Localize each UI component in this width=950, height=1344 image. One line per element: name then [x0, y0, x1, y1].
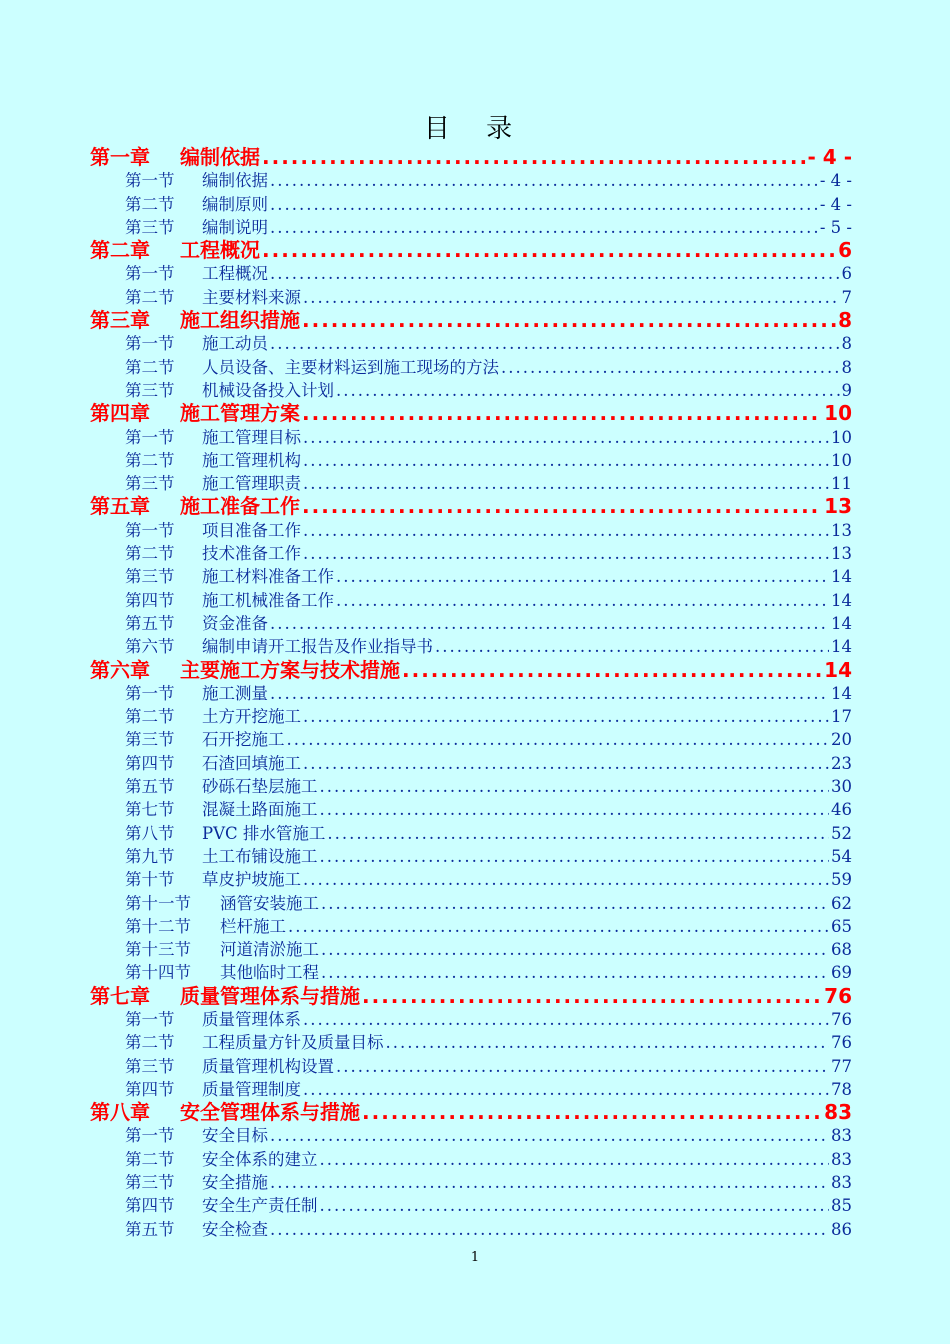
toc-section-entry[interactable]: [90, 868, 852, 891]
page-ref: 69: [831, 963, 852, 983]
page-ref: 14: [831, 590, 852, 610]
page-ref: 10: [831, 450, 852, 470]
section-number: 第八节: [125, 823, 175, 843]
page-ref: 85: [831, 1196, 852, 1216]
section-title: 其他临时工程: [220, 963, 319, 983]
section-number: 第一节: [125, 1126, 175, 1146]
section-number: 第二节: [125, 544, 175, 564]
section-number: 第四节: [125, 1079, 175, 1099]
dot-leader: [270, 216, 818, 239]
section-title: 土方开挖施工: [202, 707, 301, 727]
section-title: 安全措施: [202, 1173, 268, 1193]
section-title: 主要材料来源: [202, 287, 301, 307]
page-ref: 83: [831, 1173, 852, 1193]
page-ref: 10: [824, 402, 852, 426]
dot-leader: [303, 542, 829, 565]
chapter-title: 工程概况: [180, 239, 260, 263]
dot-leader: [303, 752, 829, 775]
toc-section-entry[interactable]: [90, 1008, 852, 1031]
section-title: 质量管理机构设置: [202, 1056, 334, 1076]
chapter-number: 第一章: [90, 146, 150, 169]
toc-section-entry[interactable]: [90, 798, 852, 821]
chapter-title: 质量管理体系与措施: [180, 984, 360, 1008]
page-ref: 17: [831, 707, 852, 727]
dot-leader: [362, 1101, 822, 1124]
page-ref: 9: [841, 380, 852, 400]
section-number: 第四节: [125, 1196, 175, 1216]
section-number: 第三节: [125, 1056, 175, 1076]
toc-chapter-entry[interactable]: [90, 985, 852, 1008]
page-ref: 7: [841, 287, 852, 307]
section-title: 砂砾石垫层施工: [202, 777, 318, 797]
toc-section-entry[interactable]: [90, 286, 852, 309]
dot-leader: [270, 682, 829, 705]
section-title: 石渣回填施工: [202, 753, 301, 773]
section-title: 安全检查: [202, 1219, 268, 1239]
section-number: 第三节: [125, 567, 175, 587]
page-ref: 30: [831, 777, 852, 797]
section-title: 施工管理机构: [202, 450, 301, 470]
section-title: 涵管安装施工: [220, 893, 319, 913]
section-title: 资金准备: [202, 613, 268, 633]
page-ref: 76: [824, 984, 852, 1008]
toc-section-entry[interactable]: [90, 1031, 852, 1054]
toc-section-entry[interactable]: [90, 1218, 852, 1241]
section-title: 土工布铺设施工: [202, 846, 318, 866]
page-ref: 52: [831, 823, 852, 843]
section-number: 第四节: [125, 753, 175, 773]
section-title: 混凝土路面施工: [202, 800, 318, 820]
table-of-contents: [90, 146, 852, 1241]
section-title: 工程概况: [202, 264, 268, 284]
dot-leader: [402, 659, 822, 682]
section-number: 第二节: [125, 450, 175, 470]
dot-leader: [270, 262, 840, 285]
section-number: 第三节: [125, 730, 175, 750]
toc-section-entry[interactable]: [90, 1078, 852, 1101]
toc-section-entry[interactable]: [90, 519, 852, 542]
page-ref: 10: [831, 427, 852, 447]
chapter-number: 第八章: [90, 1101, 150, 1125]
dot-leader: [303, 449, 829, 472]
page-ref: 14: [831, 637, 852, 657]
chapter-title: 安全管理体系与措施: [180, 1101, 360, 1125]
dot-leader: [262, 239, 836, 262]
chapter-title: 施工准备工作: [180, 495, 300, 519]
page-ref: 65: [831, 916, 852, 936]
section-title: 编制依据: [202, 171, 268, 191]
section-number: 第六节: [125, 637, 175, 657]
dot-leader: [336, 1055, 829, 1078]
page-ref: - 4 -: [819, 194, 852, 214]
section-number: 第二节: [125, 707, 175, 727]
section-number: 第十三节: [125, 940, 191, 960]
page-ref: 76: [831, 1009, 852, 1029]
chapter-number: 第四章: [90, 402, 150, 426]
chapter-number: 第五章: [90, 495, 150, 519]
section-number: 第一节: [125, 1009, 175, 1029]
toc-chapter-entry[interactable]: [90, 309, 852, 332]
toc-section-entry[interactable]: [90, 705, 852, 728]
page-ref: 11: [831, 474, 852, 494]
toc-section-entry[interactable]: [90, 169, 852, 192]
dot-leader: [303, 286, 840, 309]
section-number: 第十二节: [125, 916, 191, 936]
dot-leader: [270, 332, 840, 355]
page-ref: 83: [824, 1101, 852, 1125]
toc-section-entry[interactable]: [90, 635, 852, 658]
page-ref: 46: [831, 800, 852, 820]
section-number: 第二节: [125, 194, 175, 214]
dot-leader: [288, 915, 829, 938]
toc-section-entry[interactable]: [90, 356, 852, 379]
toc-chapter-entry[interactable]: [90, 402, 852, 425]
dot-leader: [270, 1124, 829, 1147]
page-ref: 78: [831, 1079, 852, 1099]
toc-section-entry[interactable]: [90, 938, 852, 961]
section-number: 第一节: [125, 520, 175, 540]
chapter-number: 第七章: [90, 984, 150, 1008]
section-title: 施工材料准备工作: [202, 567, 334, 587]
section-number: 第一节: [125, 264, 175, 284]
toc-section-entry[interactable]: [90, 612, 852, 635]
toc-section-entry[interactable]: [90, 262, 852, 285]
page-ref: 6: [838, 239, 852, 263]
page-ref: 8: [841, 334, 852, 354]
chapter-number: 第三章: [90, 309, 150, 333]
dot-leader: [303, 868, 829, 891]
section-number: 第三节: [125, 380, 175, 400]
section-number: 第四节: [125, 590, 175, 610]
section-number: 第十一节: [125, 893, 191, 913]
dot-leader: [287, 728, 830, 751]
toc-section-entry[interactable]: [90, 752, 852, 775]
section-title: 河道清淤施工: [220, 940, 319, 960]
section-title: 工程质量方针及质量目标: [202, 1033, 384, 1053]
section-number: 第九节: [125, 846, 175, 866]
dot-leader: [303, 705, 829, 728]
page-ref: 77: [831, 1056, 852, 1076]
dot-leader: [336, 565, 829, 588]
dot-leader: [435, 635, 829, 658]
section-title: 项目准备工作: [202, 520, 301, 540]
toc-section-entry[interactable]: [90, 892, 852, 915]
dot-leader: [320, 1148, 830, 1171]
page-ref: - 4 -: [807, 146, 852, 169]
toc-section-entry[interactable]: [90, 682, 852, 705]
chapter-number: 第六章: [90, 658, 150, 682]
toc-section-entry[interactable]: [90, 449, 852, 472]
page-ref: 76: [831, 1033, 852, 1053]
page-ref: 13: [831, 544, 852, 564]
page-ref: 14: [824, 658, 852, 682]
toc-section-entry[interactable]: [90, 589, 852, 612]
dot-leader: [270, 193, 818, 216]
section-title: 质量管理制度: [202, 1079, 301, 1099]
section-title: 石开挖施工: [202, 730, 285, 750]
toc-section-entry[interactable]: [90, 845, 852, 868]
dot-leader: [270, 169, 818, 192]
toc-chapter-entry[interactable]: [90, 495, 852, 518]
dot-leader: [270, 1171, 829, 1194]
page-title: 目 录: [423, 114, 527, 144]
page-ref: 62: [831, 893, 852, 913]
section-number: 第二节: [125, 357, 175, 377]
section-title: 编制原则: [202, 194, 268, 214]
toc-section-entry[interactable]: [90, 216, 852, 239]
section-number: 第十节: [125, 870, 175, 890]
section-number: 第一节: [125, 334, 175, 354]
toc-section-entry[interactable]: [90, 379, 852, 402]
section-title: PVC 排水管施工: [202, 823, 326, 843]
dot-leader: [321, 892, 829, 915]
section-title: 安全生产责任制: [202, 1196, 318, 1216]
dot-leader: [327, 822, 829, 845]
section-number: 第二节: [125, 287, 175, 307]
section-number: 第七节: [125, 800, 175, 820]
page-ref: 13: [831, 520, 852, 540]
toc-section-entry[interactable]: [90, 1171, 852, 1194]
section-number: 第五节: [125, 777, 175, 797]
toc-chapter-entry[interactable]: [90, 659, 852, 682]
dot-leader: [321, 938, 829, 961]
dot-leader: [320, 798, 830, 821]
toc-chapter-entry[interactable]: [90, 146, 852, 169]
toc-section-entry[interactable]: [90, 915, 852, 938]
dot-leader: [320, 845, 830, 868]
section-number: 第三节: [125, 217, 175, 237]
section-title: 栏杆施工: [220, 916, 286, 936]
section-title: 编制说明: [202, 217, 268, 237]
dot-leader: [320, 775, 830, 798]
toc-section-entry[interactable]: [90, 775, 852, 798]
section-title: 机械设备投入计划: [202, 380, 334, 400]
toc-section-entry[interactable]: [90, 728, 852, 751]
dot-leader: [303, 472, 829, 495]
toc-section-entry[interactable]: [90, 565, 852, 588]
page-ref: 13: [824, 495, 852, 519]
dot-leader: [302, 495, 822, 518]
section-title: 人员设备、主要材料运到施工现场的方法: [202, 357, 499, 377]
toc-section-entry[interactable]: [90, 961, 852, 984]
toc-section-entry[interactable]: [90, 332, 852, 355]
section-title: 草皮护坡施工: [202, 870, 301, 890]
page-ref: 54: [831, 846, 852, 866]
toc-chapter-entry[interactable]: [90, 239, 852, 262]
section-number: 第二节: [125, 1033, 175, 1053]
toc-section-entry[interactable]: [90, 1194, 852, 1217]
toc-section-entry[interactable]: [90, 822, 852, 845]
page-ref: 14: [831, 613, 852, 633]
section-number: 第五节: [125, 1219, 175, 1239]
dot-leader: [336, 589, 829, 612]
page-ref: 68: [831, 940, 852, 960]
page-ref: 8: [838, 309, 852, 333]
section-title: 施工管理职责: [202, 474, 301, 494]
toc-section-entry[interactable]: [90, 1124, 852, 1147]
dot-leader: [320, 1194, 830, 1217]
dot-leader: [321, 961, 829, 984]
dot-leader: [303, 1008, 829, 1031]
section-title: 编制申请开工报告及作业指导书: [202, 637, 433, 657]
section-number: 第十四节: [125, 963, 191, 983]
toc-chapter-entry[interactable]: [90, 1101, 852, 1124]
page-ref: 59: [831, 870, 852, 890]
toc-section-entry[interactable]: [90, 542, 852, 565]
page-ref: 20: [831, 730, 852, 750]
dot-leader: [302, 309, 836, 332]
dot-leader: [501, 356, 840, 379]
page-number: 1: [470, 1250, 480, 1265]
dot-leader: [270, 1218, 829, 1241]
section-title: 施工测量: [202, 683, 268, 703]
section-title: 技术准备工作: [202, 544, 301, 564]
dot-leader: [302, 402, 822, 425]
section-number: 第一节: [125, 683, 175, 703]
page-ref: 6: [841, 264, 852, 284]
page-ref: - 4 -: [819, 171, 852, 191]
section-title: 施工动员: [202, 334, 268, 354]
dot-leader: [270, 612, 829, 635]
section-number: 第二节: [125, 1149, 175, 1169]
page-ref: 23: [831, 753, 852, 773]
chapter-number: 第二章: [90, 239, 150, 263]
dot-leader: [303, 426, 829, 449]
chapter-title: 施工组织措施: [180, 309, 300, 333]
dot-leader: [303, 519, 829, 542]
section-number: 第一节: [125, 427, 175, 447]
page-ref: 14: [831, 567, 852, 587]
section-title: 安全体系的建立: [202, 1149, 318, 1169]
dot-leader: [336, 379, 840, 402]
chapter-title: 主要施工方案与技术措施: [180, 658, 400, 682]
section-number: 第一节: [125, 171, 175, 191]
dot-leader: [303, 1078, 829, 1101]
page-ref: 83: [831, 1126, 852, 1146]
toc-section-entry[interactable]: [90, 472, 852, 495]
chapter-title: 施工管理方案: [180, 402, 300, 426]
page-ref: - 5 -: [819, 217, 852, 237]
page-ref: 83: [831, 1149, 852, 1169]
toc-section-entry[interactable]: [90, 1148, 852, 1171]
section-title: 施工管理目标: [202, 427, 301, 447]
page-ref: 14: [831, 683, 852, 703]
section-title: 质量管理体系: [202, 1009, 301, 1029]
chapter-title: 编制依据: [180, 146, 260, 169]
page-ref: 8: [841, 357, 852, 377]
dot-leader: [362, 985, 822, 1008]
section-number: 第三节: [125, 1173, 175, 1193]
toc-section-entry[interactable]: [90, 193, 852, 216]
page-ref: 86: [831, 1219, 852, 1239]
section-title: 施工机械准备工作: [202, 590, 334, 610]
section-number: 第五节: [125, 613, 175, 633]
toc-section-entry[interactable]: [90, 426, 852, 449]
toc-section-entry[interactable]: [90, 1055, 852, 1078]
section-number: 第三节: [125, 474, 175, 494]
dot-leader: [262, 146, 806, 169]
dot-leader: [386, 1031, 830, 1054]
section-title: 安全目标: [202, 1126, 268, 1146]
